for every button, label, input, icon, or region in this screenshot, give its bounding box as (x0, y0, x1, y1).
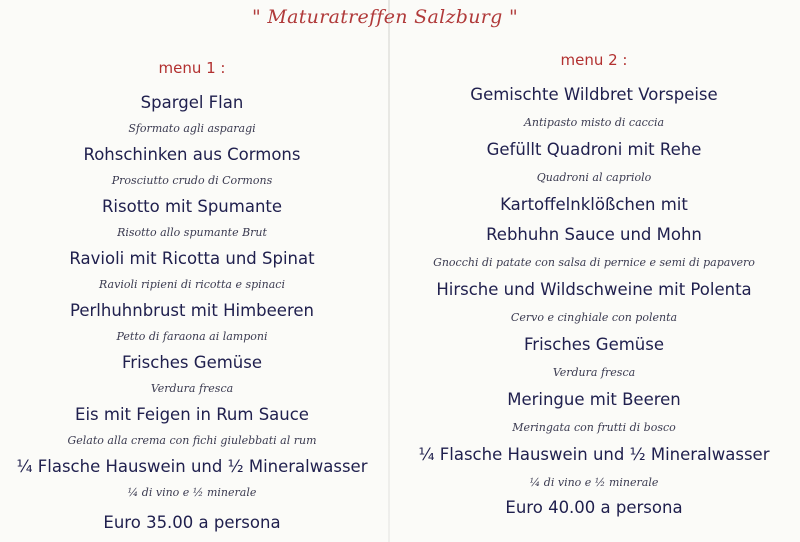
menu-1-dish-3: Risotto mit Spumante (101, 197, 283, 216)
menu-1-italian-6: Verdura fresca (150, 382, 234, 395)
menu-1-italian-2: Prosciutto crudo di Cormons (111, 174, 273, 187)
menu-1-dish-6: Frisches Gemüse (122, 353, 262, 372)
menu-2-italian-5: Cervo e cinghiale con polenta (510, 311, 678, 324)
menu-1-italian-7: Gelato alla crema con fichi giulebbati al rum (67, 434, 317, 447)
menu-1-italian-1: Sformato agli asparagi (128, 122, 256, 135)
page-fold-divider (388, 0, 390, 542)
menu-2-dish-2: Gefüllt Quadroni mit Rehe (486, 140, 702, 159)
menu-1-italian-8: ¼ di vino e ½ minerale (127, 486, 257, 499)
menu-1-dish-4: Ravioli mit Ricotta und Spinat (69, 249, 315, 268)
menu-1-heading: menu 1 : (158, 59, 226, 77)
menu-1-italian-4: Ravioli ripieni di ricotta e spinaci (99, 278, 285, 291)
menu-2-heading: menu 2 : (560, 51, 628, 69)
menu-2-italian-2: Quadroni al capriolo (536, 171, 652, 184)
menu-2-price: Euro 40.00 a persona (505, 498, 683, 517)
menu-2-italian-6: Verdura fresca (552, 366, 636, 379)
menu-2-dish-6: Frisches Gemüse (524, 335, 664, 354)
menu-2-column (404, 50, 784, 523)
menu-2-dish-1: Gemischte Wildbret Vorspeise (470, 85, 718, 104)
menu-2-italian-4: Gnocchi di patate con salsa di pernice e semi di papavero (433, 256, 755, 269)
menu-2-dish-3: Kartoffelnklößchen mit (500, 195, 688, 214)
menu-2-italian-8: ¼ di vino e ½ minerale (529, 476, 659, 489)
menu-2-dish-8: ¼ Flasche Hauswein und ½ Mineralwasser (418, 445, 770, 464)
menu-1-italian-5: Petto di faraona ai lamponi (116, 330, 268, 343)
menu-2-italian-7: Meringata con frutti di bosco (512, 421, 676, 434)
menu-title: " Maturatreffen Salzburg " (251, 6, 519, 28)
menu-2-italian-1: Antipasto misto di caccia (523, 116, 665, 129)
menu-1-dish-5: Perlhuhnbrust mit Himbeeren (70, 301, 314, 320)
menu-1-dish-7: Eis mit Feigen in Rum Sauce (75, 405, 309, 424)
menu-1-dish-2: Rohschinken aus Cormons (83, 145, 301, 164)
menu-1-price: Euro 35.00 a persona (103, 513, 281, 532)
menu-1-column (2, 50, 382, 538)
menu-2-dish-4: Rebhuhn Sauce und Mohn (486, 225, 702, 244)
menu-1-italian-3: Risotto allo spumante Brut (117, 226, 267, 239)
menu-1-dish-8: ¼ Flasche Hauswein und ½ Mineralwasser (16, 457, 368, 476)
menu-1-dish-1: Spargel Flan (140, 93, 244, 112)
menu-2-dish-5: Hirsche und Wildschweine mit Polenta (436, 280, 752, 299)
menu-2-dish-7: Meringue mit Beeren (507, 390, 681, 409)
